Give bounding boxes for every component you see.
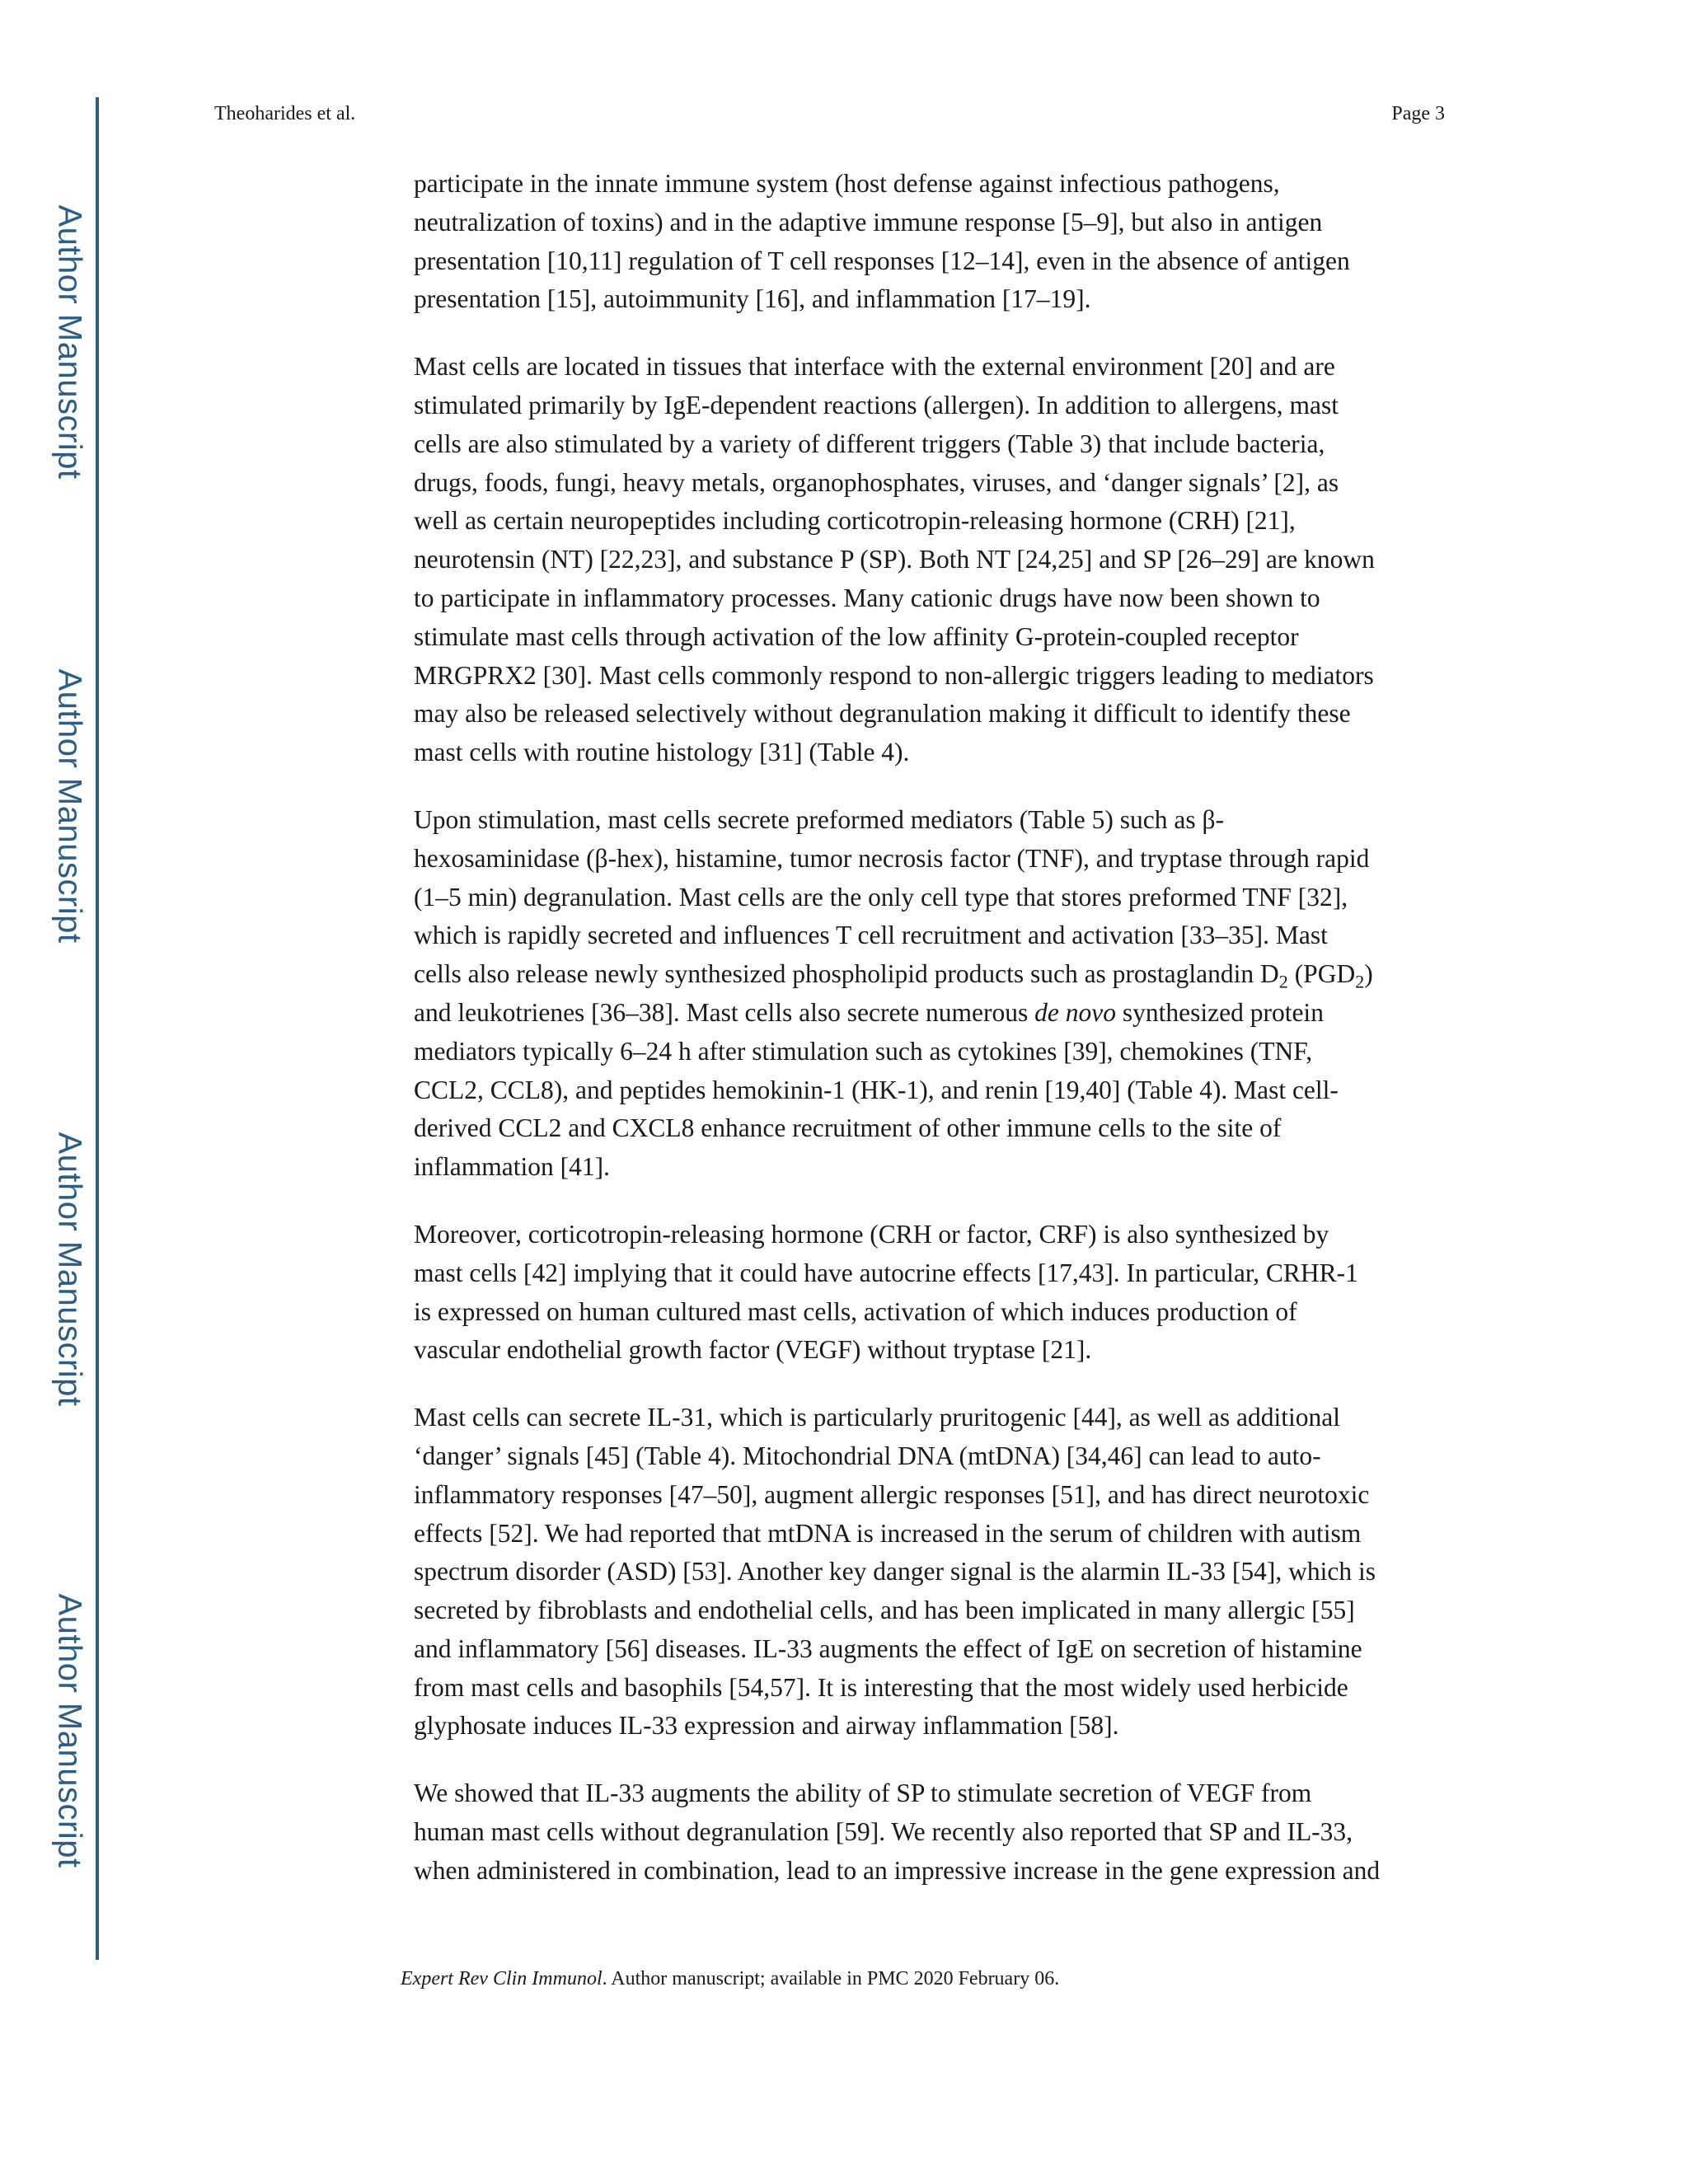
text-line: Moreover, corticotropin-releasing hormone (CRH or factor, CRF) is also synthesized by (414, 1219, 1329, 1249)
text-line: vascular endothelial growth factor (VEGF) without tryptase [21]. (414, 1335, 1092, 1365)
text-line: mast cells with routine histology [31] (Table 4). (414, 738, 910, 767)
text-line: neurotensin (NT) [22,23], and substance P (SP). Both NT [24,25] and SP [26–29] are known (414, 545, 1375, 574)
text-fragment: ) (1364, 959, 1373, 989)
text-fragment: and leukotrienes [36–38]. Mast cells also secrete numerous (414, 997, 1035, 1027)
text-line: neutralization of toxins) and in the adaptive immune response [5–9], but also in antigen (414, 207, 1323, 237)
text-line: stimulate mast cells through activation of the low affinity G-protein-coupled receptor (414, 621, 1299, 651)
paragraph-3 (414, 801, 1446, 1187)
text-line: to participate in inflammatory processes. Many cationic drugs have now been shown to (414, 583, 1320, 612)
text-line: stimulated primarily by IgE-dependent reactions (allergen). In addition to allergens, mast (414, 390, 1339, 419)
text-line: is expressed on human cultured mast cells, activation of which induces production of (414, 1296, 1297, 1326)
text-line: (1–5 min) degranulation. Mast cells are the only cell type that stores preformed TNF [32], (414, 882, 1348, 912)
text-line: participate in the innate immune system (host defense against infectious pathogens, (414, 169, 1280, 198)
text-line: from mast cells and basophils [54,57]. It is interesting that the most widely used herbicide (414, 1672, 1348, 1702)
text-line-de-novo (414, 994, 1446, 1033)
text-line: Mast cells can secrete IL-31, which is particularly pruritogenic [44], as well as additional (414, 1403, 1340, 1432)
text-line: and inflammatory [56] diseases. IL-33 augments the effect of IgE on secretion of histamine (414, 1633, 1362, 1663)
text-line: mediators typically 6–24 h after stimulation such as cytokines [39], chemokines (TNF, (414, 1036, 1313, 1066)
text-line: spectrum disorder (ASD) [53]. Another key danger signal is the alarmin IL-33 [54], which is (414, 1557, 1376, 1586)
text-line: derived CCL2 and CXCL8 enhance recruitment of other immune cells to the site of (414, 1113, 1282, 1143)
text-line: hexosaminidase (β-hex), histamine, tumor necrosis factor (TNF), and tryptase through rapid (414, 843, 1370, 873)
paragraph-2 (414, 348, 1446, 772)
text-fragment: (PGD (1287, 959, 1356, 989)
subscript: 2 (1278, 971, 1288, 992)
text-line: CCL2, CCL8), and peptides hemokinin-1 (HK-1), and renin [19,40] (Table 4). Mast cell- (414, 1075, 1339, 1104)
journal-name: Expert Rev Clin Immunol (401, 1968, 603, 1990)
footer-text: . Author manuscript; available in PMC 2020 February 06. (602, 1968, 1060, 1990)
text-line: drugs, foods, fungi, heavy metals, organophosphates, viruses, and ‘danger signals’ [2], as (414, 467, 1339, 497)
text-line: inflammation [41]. (414, 1152, 610, 1182)
text-line: ‘danger’ signals [45] (Table 4). Mitochondrial DNA (mtDNA) [34,46] can lead to auto- (414, 1441, 1321, 1470)
subscript: 2 (1355, 971, 1365, 992)
text-line: We showed that IL-33 augments the ability of SP to stimulate secretion of VEGF from (414, 1779, 1312, 1808)
text-line: inflammatory responses [47–50], augment allergic responses [51], and has direct neurotoxic (414, 1479, 1370, 1509)
footer-citation (401, 1968, 1059, 1990)
text-line: when administered in combination, lead to an impressive increase in the gene expression and (414, 1855, 1381, 1885)
running-head-author: Theoharides et al. (214, 103, 356, 124)
text-line: MRGPRX2 [30]. Mast cells commonly respond to non-allergic triggers leading to mediators (414, 660, 1374, 690)
paragraph-6 (414, 1774, 1446, 1890)
text-line: mast cells [42] implying that it could have autocrine effects [17,43]. In particular, CRHR-1 (414, 1258, 1358, 1287)
body-text (414, 165, 1446, 1919)
text-fragment: synthesized protein (1116, 997, 1324, 1027)
text-line: human mast cells without degranulation [59]. We recently also reported that SP and IL-33, (414, 1817, 1353, 1847)
text-line: presentation [15], autoimmunity [16], and inflammation [17–19]. (414, 284, 1091, 314)
text-line: cells are also stimulated by a variety of different triggers (Table 3) that include bacteria, (414, 429, 1325, 458)
text-line: Mast cells are located in tissues that interface with the external environment [20] and are (414, 352, 1335, 382)
text-line: well as certain neuropeptides including corticotropin-releasing hormone (CRH) [21], (414, 506, 1296, 536)
text-line-pgd2 (414, 955, 1446, 994)
text-line: glyphosate induces IL-33 expression and airway inflammation [58]. (414, 1711, 1119, 1741)
sidebar-rule (96, 97, 99, 1960)
paragraph-1 (414, 165, 1446, 319)
italic-term: de novo (1034, 997, 1116, 1027)
text-line: effects [52]. We had reported that mtDNA is increased in the serum of children with autism (414, 1518, 1362, 1548)
text-line: may also be released selectively without degranulation making it difficult to identify these (414, 699, 1351, 729)
text-line: presentation [10,11] regulation of T cell responses [12–14], even in the absence of antigen (414, 246, 1350, 275)
paragraph-4 (414, 1216, 1446, 1370)
paragraph-5 (414, 1399, 1446, 1746)
text-line: which is rapidly secreted and influences T cell recruitment and activation [33–35]. Mast (414, 921, 1328, 950)
text-line: secreted by fibroblasts and endothelial cells, and has been implicated in many allergic [55] (414, 1596, 1355, 1625)
page-number: Page 3 (1391, 103, 1445, 124)
text-line: Upon stimulation, mast cells secrete preformed mediators (Table 5) such as β- (414, 804, 1225, 834)
text-fragment: cells also release newly synthesized phospholipid products such as prostaglandin D (414, 959, 1279, 989)
